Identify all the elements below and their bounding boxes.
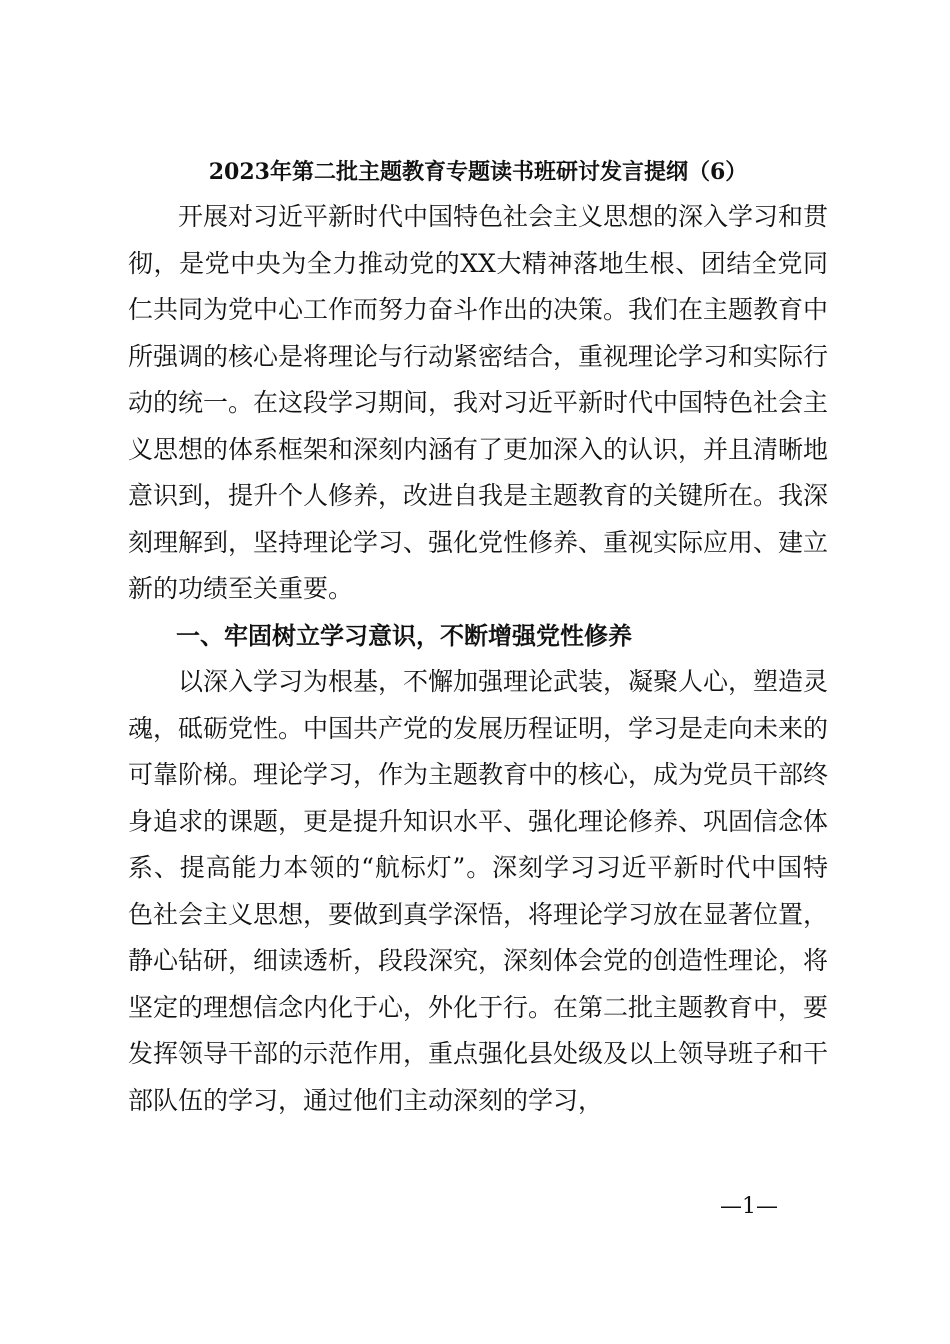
paragraph-intro: 开展对习近平新时代中国特色社会主义思想的深入学习和贯彻，是党中央为全力推动党的XX大精神落地生根、团结全党同仁共同为党中心工作而努力奋斗作出的决策。我们在主题教育中所强调的核心是将理论与行动紧密结合，重视理论学习和实际行动的统一。在这段学习期间，我对习近平新时代中国特色社会主义思想的体系框架和深刻内涵有了更加深入的认识，并且清晰地意识到，提升个人修养，改进自我是主题教育的关键所在。我深刻理解到，坚持理论学习、强化党性修养、重视实际应用、建立新的功绩至关重要。 — [128, 202, 829, 603]
page-number: —1— — [720, 1194, 778, 1219]
section-heading: 一、牢固树立学习意识，不断增强党性修养 — [176, 621, 632, 650]
paragraph-section-1: 以深入学习为根基，不懈加强理论武装，凝聚人心，塑造灵魂，砥砺党性。中国共产党的发展历程证明，学习是走向未来的可靠阶梯。理论学习，作为主题教育中的核心，成为党员干部终身追求的课题，更是提升知识水平、强化理论修养、巩固信念体系、提高能力本领的“航标灯”。深刻学习习近平新时代中国特色社会主义思想，要做到真学深悟，将理论学习放在显著位置，静心钻研，细读透析，段段深究，深刻体会党的创造性理论，将坚定的理想信念内化于心，外化于行。在第二批主题教育中，要发挥领导干部的示范作用，重点强化县处级及以上领导班子和干部队伍的学习，通过他们主动深刻的学习， — [128, 667, 829, 1115]
document-title: 2023年第二批主题教育专题读书班研讨发言提纲（6） — [208, 159, 748, 185]
document-body — [128, 150, 828, 1124]
